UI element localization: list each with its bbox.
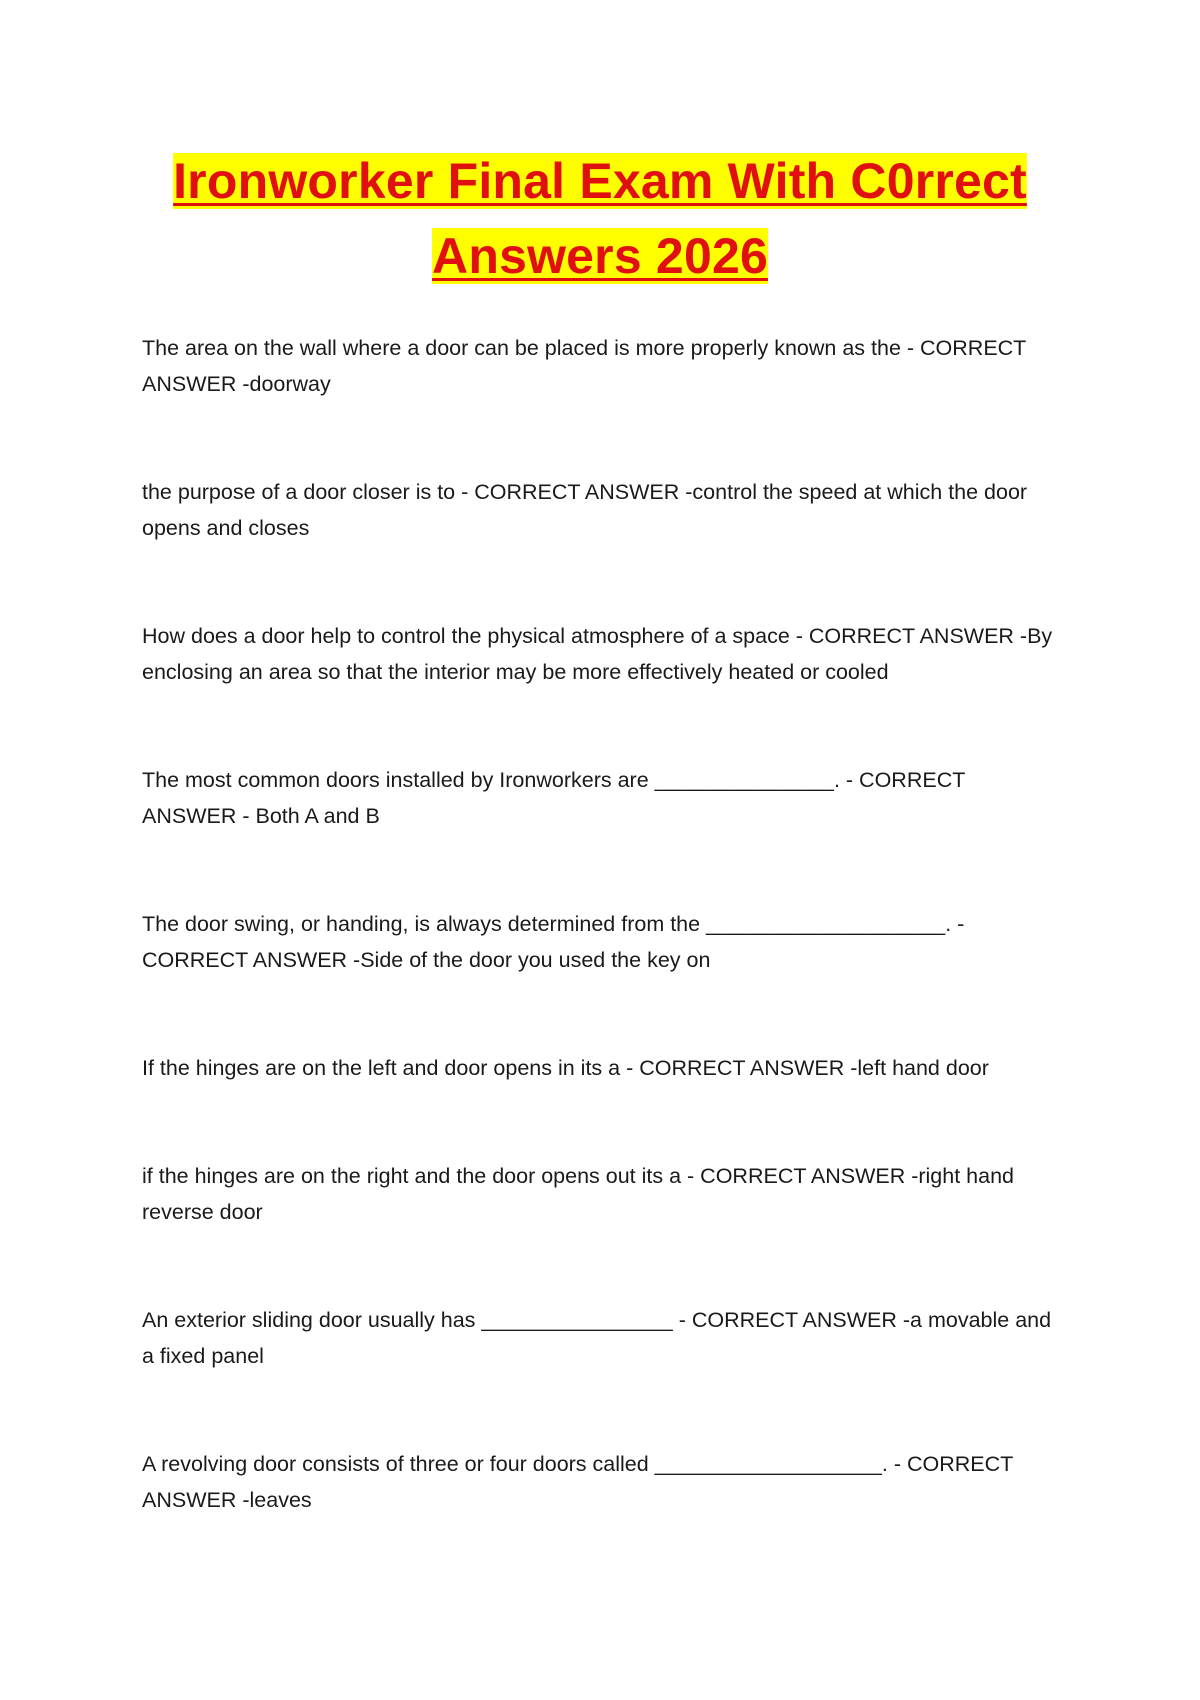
question-answer-list xyxy=(142,330,1062,1590)
title-line-1: Ironworker Final Exam With C0rrect xyxy=(173,153,1027,209)
qa-item: How does a door help to control the physical atmosphere of a space - CORRECT ANSWER -By enclosing an area so that the interior may be more effectively heated or cooled xyxy=(142,624,1053,684)
qa-item: The door swing, or handing, is always determined from the ____________________. - CORRECT ANSWER -Side of the door you used the key on xyxy=(142,912,965,972)
qa-item: If the hinges are on the left and door opens in its a - CORRECT ANSWER -left hand door xyxy=(142,1056,989,1080)
title-line-2: Answers 2026 xyxy=(432,228,768,284)
document-title xyxy=(100,150,1100,300)
qa-item: the purpose of a door closer is to - CORRECT ANSWER -control the speed at which the door opens and closes xyxy=(142,480,1028,540)
qa-item: The most common doors installed by Ironworkers are _______________. - CORRECT ANSWER - Both A and B xyxy=(142,768,965,828)
qa-item: A revolving door consists of three or four doors called ___________________. - CORRECT ANSWER -leaves xyxy=(142,1452,1013,1512)
qa-item: The area on the wall where a door can be placed is more properly known as the - CORRECT ANSWER -doorway xyxy=(142,336,1026,396)
qa-item: if the hinges are on the right and the door opens out its a - CORRECT ANSWER -right hand reverse door xyxy=(142,1164,1014,1224)
qa-item: An exterior sliding door usually has ________________ - CORRECT ANSWER -a movable and a fixed panel xyxy=(142,1308,1052,1368)
